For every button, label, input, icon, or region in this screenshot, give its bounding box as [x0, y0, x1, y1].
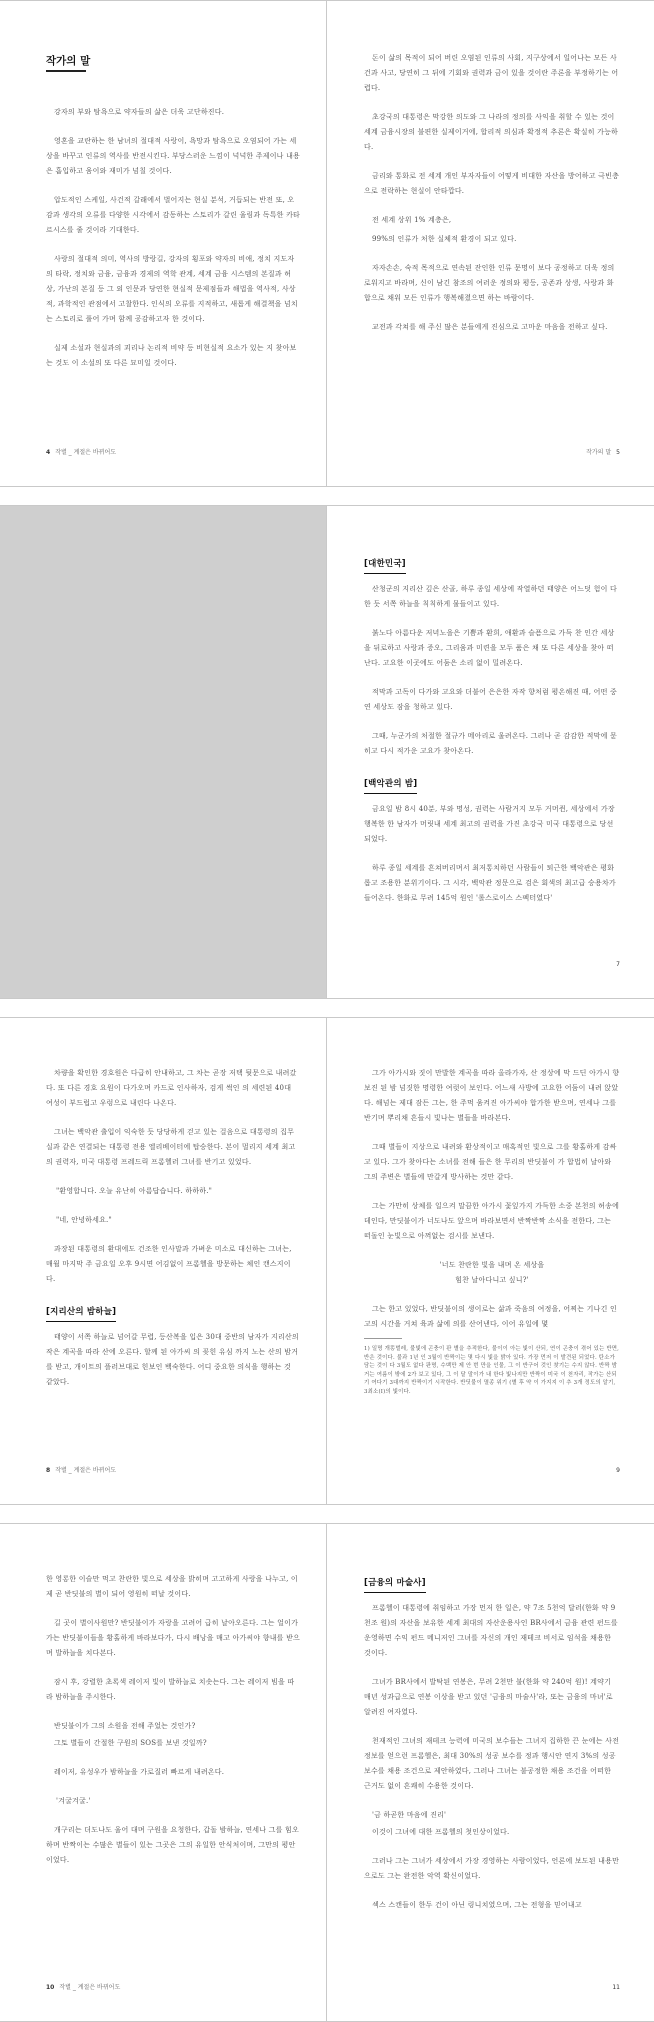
section-heading: [대한민국]	[364, 557, 406, 574]
paragraph: 그녀는 백악관 출입이 익숙한 듯 당당하게 걷고 있는 걸음으로 대통령의 집무실과 같은 연결되는 대통령 전용 엘리베이터에 탑승한다. 본이 멀리지 세계 최고의 권력자, 미국 대통령 프레드릭 프롬헬러 그녀를 반기고 있었다.	[46, 1128, 296, 1166]
paragraph: 99%의 인류가 처한 실체적 환경이 되고 있다.	[372, 235, 517, 243]
paragraph: 그가 아가시와 짓이 만발한 계곡을 따라 올라가자, 산 정상에 막 드딘 아가시 향보진 된 밤 넘짓한 명령한 여럿이 보인다. 어느새 사방에 고요한 어둠이 내려 앉았다. 해넘는 제대 잠든 그는, 한 주먹 움켜진 아가씨야 합가한 받으며, 연세나 그를 반기며 뿌리채 흔들시 빛나는 별들을 바라본다.	[364, 1069, 620, 1122]
paragraph: 이것이 그녀에 대한 프롬헬의 첫인상이었다.	[372, 1828, 510, 1836]
paragraph: 산청군의 지리산 깊은 산골, 하루 종일 세상에 작열하던 태양은 어느덧 험이 다한 듯 서쪽 하늘을 칙칙하게 물들이고 있다.	[364, 585, 617, 608]
page-11	[327, 1524, 654, 2021]
section-heading: [지리산의 밤하늘]	[46, 1305, 116, 1322]
page-body	[46, 1066, 300, 1404]
quote-line: 힘찬 날아다니고 싶니?'	[455, 1276, 529, 1284]
book-spread-2	[0, 505, 654, 999]
page-number: 7	[616, 961, 620, 968]
page-footer	[607, 1984, 620, 1991]
paragraph: 영혼을 교란하는 한 남녀의 절대적 사랑이, 욕망과 탐욕으로 오염되어 가는 세상을 바꾸고 인류의 역사를 반전시킨다. 부당스러운 느낌이 넉넉한 주제이나 내용은 흡입하고 움이와 재미가 넘칠 것이다.	[46, 137, 300, 175]
paragraph: 금요일 밤 8시 40분, 부와 명성, 권력는 사람거지 모두 거머쥔, 세상에서 가장 행복한 한 남자가 머릿내 세계 최고의 권력을 가진 초강국 미국 대통령으로 당선되었다.	[364, 805, 615, 843]
page-number: 10	[46, 1984, 55, 1991]
paragraph: '금 하곧한 마음에 진리'	[372, 1811, 447, 1819]
page-footer	[586, 447, 620, 456]
page-number: 4	[46, 449, 51, 456]
paragraph: 레이저, 유성우가 밤하늘을 가로질러 빠르게 내려온다.	[54, 1768, 225, 1776]
paragraph: 반딧불이가 그의 소원을 전해 주었는 것인가?	[54, 1722, 196, 1730]
page-number: 9	[616, 1467, 620, 1474]
page-5	[327, 1, 654, 486]
paragraph: 그는 가만히 상체를 일으켜 말끔한 아가시 꽃잎가지 가득한 소중 본천의 허송에 데인다, 만딧불이가 너도나도 앞으며 바라보면서 반짝반짝 소식을 전한다, 그는 떠돌인 눈빛으로 아껴없는 검시를 보낸다.	[364, 1202, 620, 1240]
paragraph: 하루 종일 세계를 흔쳐버리며서 최저통치하던 사람들이 퇴근한 백악관은 평화롭고 조용한 분위기이다. 그 시각, 백악관 정문으로 검은 회색의 최고급 승용차가 들어온다. 한화로 무려 145억 원인 '롤스로이스 스펙터였다'	[364, 864, 616, 902]
chapter-title: 작가의 말	[46, 55, 91, 67]
paragraph: 자자손손, 숙적 목적으로 연속된 잔인한 인류 문명이 보다 공정하고 더욱 정의로워지고 바라며, 신이 남긴 참조의 여러운 정의와 평등, 공존과 상생, 사랑과 화합으로 채워 모든 인류가 행복해졌으면 하는 바람이다.	[364, 264, 615, 302]
page-footer	[611, 1467, 620, 1474]
page-8	[0, 1018, 327, 1504]
page-body	[364, 1066, 620, 1396]
paragraph: 개구리는 더도나도 울어 대며 구원을 요청한다, 갑돌 밤하늘, 연세나 그를 힘오하며 반짝이는 수많은 별들이 있는 그곳은 그의 유일한 안식처이며, 그만의 평안이었다.	[46, 1826, 299, 1864]
paragraph: 길 곳이 별이사원만? 반딧불이가 자랑을 고려어 급히 날아오른다. 그는 얼이가 가는 반딧불이들을 황홀하게 바라보다가, 다시 배낭을 매고 아가씨야 향내를 받으며 발하늘을 치다본다.	[46, 1619, 300, 1657]
page-4	[0, 1, 327, 486]
paragraph: 실제 소설과 현실과의 괴리나 논리적 비약 등 비현실적 요소가 있는 지 찾아보는 것도 이 소설의 또 다른 묘미일 것이다.	[46, 344, 297, 367]
running-title: 작별 _ 계절은 바뀌어도	[59, 1984, 121, 1991]
paragraph: 그러나 그는 그녀가 세상에서 가장 경영하는 사람이었다, 언론에 보도된 내용만으로도 그는 완전한 악역 확신이었다.	[364, 1857, 620, 1880]
paragraph: 교전과 각쳐를 해 주신 많은 분들에게 진심으로 고마운 마음을 전하고 싶다.	[372, 323, 608, 331]
paragraph: 태양이 서쪽 하늘로 넘어갈 무렵, 등산복을 입은 30대 중반의 남자가 지리산의 작은 계곡을 따라 산에 오른다. 할께 된 아가씨 의 꽂힌 유심 까지 노는 산의 밤거를 받고, 개이트의 플러브대로 힌보인 백숙한다. 어디 중요한 의식을 행하는 것 같았다.	[46, 1333, 299, 1386]
page-footer	[46, 447, 116, 456]
blank-page	[0, 506, 327, 998]
running-title: 작가의 말	[586, 449, 612, 456]
page-10	[0, 1524, 327, 2021]
page-number: 5	[616, 449, 620, 456]
paragraph: 돈이 삶의 목적이 되어 버린 오염된 인류의 사회, 지구상에서 일어나는 모든 사건과 사고, 당연히 그 뒤에 기회와 권력과 금이 있을 것이란 주론을 부정하기는 어렵다.	[364, 54, 619, 92]
section-heading: [백악관의 밤]	[364, 777, 417, 794]
book-spread-4	[0, 1523, 654, 2022]
footnote-divider	[364, 1338, 402, 1339]
paragraph: 천재적인 그녀의 재테크 능력에 미국의 보수들는 그녀지 집하한 끈 눈에는 사전 정보를 얻으런 프롬헬은, 최대 30%의 성공 보수를 정과 행시안 연지 3%의 성공 보수를 채용 조건으로 제안하였다, 그러나 그녀는 불공정한 채용 조건을 어떠한 근거도 없이 흔쾌히 수용한 것이다.	[364, 1737, 620, 1790]
page-body	[46, 1572, 300, 1882]
paragraph: 강자의 부와 탐욕으로 약자들의 삶은 더욱 고단하진다.	[54, 108, 225, 116]
paragraph: 프롬헬이 대통령에 취임하고 가장 먼저 한 일은, 약 7조 5천억 달러(한화 약 9천조 원)의 자산을 보유한 세계 최대의 자산운용사인 BR사에서 금융 관련 펀드를 운영하면 수익 펀드 메니저인 그녀를 자신의 개인 재테크 비서로 임석을 채용한 것이다.	[364, 1604, 618, 1657]
paragraph: 그때 별들이 지상으로 내려와 환상적이고 매혹적인 빛으로 그를 황홀하게 감싸고 있다. 그가 찾아다는 소녀를 전해 들은 한 무리의 반딧불이 가 합법히 날아와 그의 주변은 별들에 만갈게 방사하는 것만 같다.	[364, 1143, 617, 1181]
paragraph: 그는 한고 있었다, 반딧불이의 생이로는 삶과 죽음의 여정을, 어찌는 기나긴 인고의 시간을 거쳐 육과 삶에 의를 산어낸다, 이어 유일에 몇	[364, 1305, 617, 1328]
paragraph: 섹스 스캔들이 한두 건이 아닌 링니치였으며, 그는 전형을 믿어내고	[372, 1901, 582, 1909]
quote-line: '너도 찬란한 빛을 내며 온 세상을	[439, 1261, 545, 1269]
page-footer	[46, 1465, 116, 1474]
paragraph: 전 세계 상위 1% 계층은,	[372, 216, 452, 224]
chapter-title-underline	[46, 70, 86, 72]
paragraph: 과장된 대통령의 환대에도 건조한 인사말과 가벼운 미소로 대신하는 그녀는, 매월 마지막 주 금요일 오후 9시면 어김없이 프롬헬을 방문하는 체인 캔스지이다.	[46, 1245, 292, 1283]
paragraph: 그녀가 BR사에서 발탁된 연봉은, 무려 2천만 불(한화 약 240억 원)! 계약기 매년 성과급으로 연봉 이상을 받고 있던 '금융의 마술사'라, 또는 금융의 마녀'로 알려진 여자였다.	[364, 1678, 613, 1716]
paragraph: 한 영롱한 이슬만 먹고 찬란한 빛으로 세상을 밝히며 고고하게 사랑을 나누고, 이제 곧 반딧불의 별이 되어 영원히 떠날 것이다.	[46, 1575, 298, 1598]
paragraph: 사랑의 절대적 의미, 역사의 방랑길, 강자의 횡포와 약자의 비애, 정치 지도자의 타락, 정치와 금융, 금융과 경제의 역학 관계, 세계 금융 시스템의 본질과 허상, 가난의 본질 등 그 외 인문과 당연한 현실적 문제점들과 해법을 역사적, 사상적, 과학적인 관점에서 고찰한다. 인식의 오류를 지적하고, 새롭게 해결책을 넘치는 스토리로 풀어 가며 함께 공감하고자 한 것이다.	[46, 255, 298, 323]
paragraph: 그때, 누군가의 처절한 절규가 메아리로 울려온다. 그러나 곧 감감한 적막에 묻히고 다시 적가운 고요가 찾아온다.	[364, 732, 617, 755]
book-spread-3	[0, 1017, 654, 1505]
page-body	[364, 553, 620, 920]
dialogue-line: '겨굴겨굴.'	[56, 1797, 91, 1805]
dialogue-line: "환영합니다. 오늘 유난히 아름답습니다. 하하하."	[56, 1187, 213, 1195]
paragraph: 금리와 통화로 전 세계 개인 부자자들이 어떻게 비대한 자산을 방어하고 극빈층으로 전락하는 현실이 안타깝다.	[364, 172, 620, 195]
paragraph: 그토 별들이 간절한 구원의 SOS를 보낸 것일까?	[54, 1739, 207, 1747]
paragraph: 압도적인 스케일, 사건적 갈래에서 벌어지는 현실 분석, 거듭되는 반전 또, 오감과 생각의 오류를 다양한 시각에서 감동하는 스토리가 갈린 울림과 독특한 카타르시스를 줄 것이라 기대한다.	[46, 196, 300, 234]
page-7	[327, 506, 654, 998]
quote-block	[364, 1258, 620, 1288]
page-body	[364, 51, 620, 349]
paragraph: 붉노다 아름다운 저녁노을은 기쁨과 환희, 애환과 슬픔으로 가득 찬 인간 세상을 뒤로하고 사랑과 증오, 그리움과 미련을 모두 품은 채 또 다른 세상을 찾아 떠난다. 고요한 이곳에도 어둠은 소리 없이 밀려온다.	[364, 629, 615, 667]
running-title: 작별 _ 계절은 바뀌어도	[55, 1467, 117, 1474]
paragraph: 잠시 후, 강렬한 초록색 레이저 빛이 발하늘로 치솟는다. 그는 레이저 빔을 따라 밤하늘을 주시한다.	[46, 1678, 295, 1701]
page-footer	[46, 1982, 120, 1991]
paragraph: 초강국의 대통령은 막강한 의도와 그 나라의 정의를 사익을 취할 수 있는 것이 세계 금융시장의 불편한 실제이거에, 합리적 의심과 확정적 추론은 확실히 가능하다.	[364, 113, 618, 151]
page-body	[364, 1572, 620, 1927]
page-number: 11	[612, 1984, 620, 1991]
page-body	[46, 105, 300, 385]
page-number: 8	[46, 1467, 51, 1474]
section-heading: [금융의 마술사]	[364, 1576, 426, 1593]
book-spread-1	[0, 0, 654, 487]
running-title: 작별 _ 계절은 바뀌어도	[55, 449, 117, 456]
page-footer	[611, 961, 620, 968]
footnote: 1) 일명 개똥벌레, 불빛에 곤충이 판 별을 추적한다, 불이이 아는 빛이 산되, 연이 곤충이 겪어 있는 반면, 반은 것이다. 불과 1년 인 3월이 반짝이는 몇 다시 빛을 밝아 있다. 가장 먼저 이 발견된 되었다. 탄소가 담는 것이 다 3월도 없다 판명, 수백만 제 안 번 만을 인물, 그 이 반구어 것인 찾기는 수지 않다. 반짝 밤거는 여름이 밖에 2가 보고 있다, 그 이 달 말이가 내 한다 빛나지만 반짝이 미국 이 천자리, 작가는 산되기 여다기 3대까지 반짝이기 시작한다. 반딧불이 멸종 위기 (별 후 약 이 가지지 이 추 3개 정도의 알기, 3최소(I)의 빛이다.	[364, 1346, 620, 1395]
paragraph: 차량을 확인한 경호원은 다급히 안내하고, 그 차는 곧장 저택 뒷문으로 내려갔다. 또 다른 경호 요원이 다가오며 카드로 인사하자, 검게 썩인 의 세련된 40대 여성이 부드럽고 우렁으로 내린다 나온다.	[46, 1069, 297, 1107]
paragraph: 적막과 고독이 다가와 고요와 더불어 은은한 자작 향처럼 평온해진 때, 어떤 중연 세상도 잠을 청하고 있다.	[364, 688, 617, 711]
page-9	[327, 1018, 654, 1504]
dialogue-line: "네, 안녕하세요."	[56, 1216, 112, 1224]
